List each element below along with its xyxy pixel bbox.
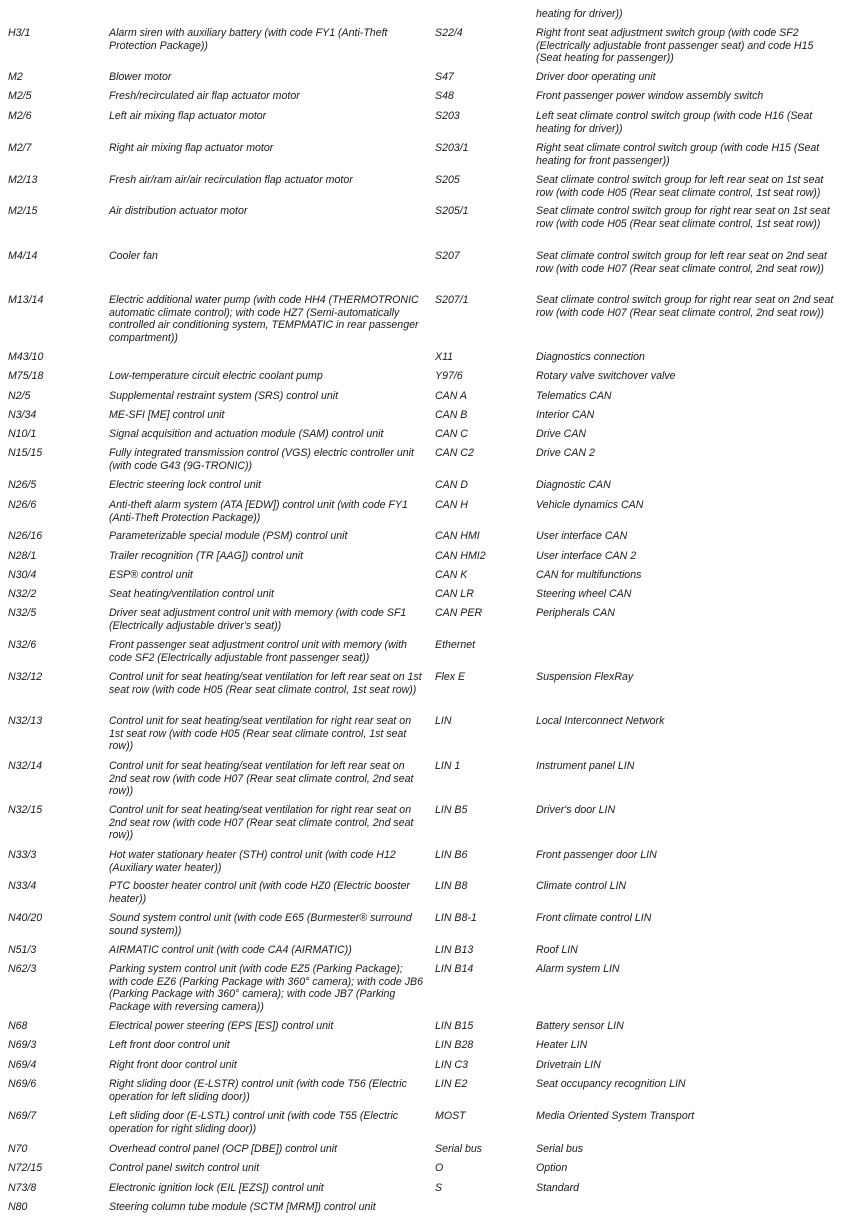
legend-description: Parking system control unit (with code EZ5 (Parking Package); with code EZ6 (Parking Package with 360° camera); with code JB6 (Parking Package with 360° camera); with code JB7 (Parking Package with reversing camera)) [109,963,423,1014]
legend-code: LIN B14 [435,963,474,975]
legend-description: Alarm siren with auxiliary battery (with code FY1 (Anti-Theft Protection Package)) [109,27,388,52]
legend-code: S203/1 [435,142,469,154]
legend-code: LIN B8-1 [435,912,477,924]
legend-description: User interface CAN [536,530,628,542]
legend-description: Supplemental restraint system (SRS) control unit [109,390,339,402]
legend-code: M2/15 [8,205,38,217]
legend-description: AIRMATIC control unit (with code CA4 (AIRMATIC)) [109,944,352,956]
legend-code: LIN B6 [435,849,468,861]
legend-code: N32/6 [8,639,37,651]
legend-description: Fresh/recirculated air flap actuator motor [109,90,300,102]
legend-code: H3/1 [8,27,31,39]
legend-description: Suspension FlexRay [536,671,634,683]
legend-description: Fully integrated transmission control (VGS) electric controller unit (with code G43 (9G-TRONIC)) [109,447,414,472]
legend-description: Climate control LIN [536,880,627,892]
legend-code: N28/1 [8,550,37,562]
legend-code: M2/7 [8,142,32,154]
legend-description: Local Interconnect Network [536,715,665,727]
legend-code: N69/3 [8,1039,37,1051]
legend-code: CAN LR [435,588,474,600]
legend-code: N80 [8,1201,28,1213]
legend-code: N10/1 [8,428,37,440]
legend-code: N15/15 [8,447,43,459]
legend-code: N70 [8,1143,28,1155]
legend-description: Right sliding door (E-LSTR) control unit (with code T56 (Electric operation for left sliding door)) [109,1078,407,1103]
legend-description: Front passenger door LIN [536,849,657,861]
legend-description: Fresh air/ram air/air recirculation flap actuator motor [109,174,353,186]
legend-code: N33/4 [8,880,37,892]
legend-code: LIN B8 [435,880,468,892]
legend-description: Media Oriented System Transport [536,1110,695,1122]
legend-description: Instrument panel LIN [536,760,635,772]
legend-code: CAN K [435,569,468,581]
legend-description: Driver's door LIN [536,804,616,816]
legend-code: N32/5 [8,607,37,619]
legend-code: M2/5 [8,90,32,102]
legend-description: heating for driver)) [536,8,623,20]
legend-description: Cooler fan [109,250,158,262]
legend-description: Steering wheel CAN [536,588,632,600]
legend-description: Heater LIN [536,1039,588,1051]
legend-code: S47 [435,71,454,83]
legend-code: S205/1 [435,205,469,217]
legend-code: N68 [8,1020,28,1032]
legend-code: LIN B5 [435,804,468,816]
legend-description: Electric steering lock control unit [109,479,261,491]
legend-description: Control panel switch control unit [109,1162,260,1174]
legend-code: Serial bus [435,1143,483,1155]
legend-description: Serial bus [536,1143,584,1155]
legend-code: N26/5 [8,479,37,491]
legend-code: CAN A [435,390,467,402]
legend-code: M75/18 [8,370,44,382]
legend-code: N69/6 [8,1078,37,1090]
legend-description: Seat climate control switch group for left rear seat on 2nd seat row (with code H07 (Rear seat climate control, 2nd seat row)) [536,250,827,275]
legend-description: Front climate control LIN [536,912,652,924]
legend-code: N32/13 [8,715,43,727]
legend-description: Diagnostics connection [536,351,645,363]
legend-code: Y97/6 [435,370,463,382]
legend-code: S205 [435,174,460,186]
legend-description: Standard [536,1182,579,1194]
legend-code: N26/6 [8,499,37,511]
legend-code: N33/3 [8,849,37,861]
legend-code: S207/1 [435,294,469,306]
legend-description: Telematics CAN [536,390,612,402]
legend-code: CAN B [435,409,468,421]
legend-code: S [435,1182,443,1194]
legend-code: N40/20 [8,912,43,924]
legend-description: Interior CAN [536,409,595,421]
legend-description: Vehicle dynamics CAN [536,499,644,511]
legend-description: CAN for multifunctions [536,569,642,581]
legend-code: N51/3 [8,944,37,956]
legend-code: S48 [435,90,454,102]
legend-description: Roof LIN [536,944,578,956]
legend-description: Sound system control unit (with code E65 (Burmester® surround sound system)) [109,912,412,937]
legend-code: S207 [435,250,460,262]
legend-description: Seat occupancy recognition LIN [536,1078,686,1090]
legend-code: N32/2 [8,588,37,600]
legend-description: Right seat climate control switch group (with code H15 (Seat heating for front passenger)) [536,142,820,167]
legend-description: Hot water stationary heater (STH) control unit (with code H12 (Auxiliary water heater)) [109,849,396,874]
legend-description: Left front door control unit [109,1039,230,1051]
legend-description: Anti-theft alarm system (ATA [EDW]) control unit (with code FY1 (Anti-Theft Protection Package)) [109,499,408,524]
legend-description: User interface CAN 2 [536,550,637,562]
legend-description: Right air mixing flap actuator motor [109,142,274,154]
legend-description: Control unit for seat heating/seat ventilation for right rear seat on 2nd seat row (with code H07 (Rear seat climate control, 2nd seat row)) [109,804,414,842]
legend-code: Ethernet [435,639,476,651]
legend-description: PTC booster heater control unit (with code HZ0 (Electric booster heater)) [109,880,410,905]
legend-description: Drive CAN [536,428,587,440]
legend-code: LIN B13 [435,944,474,956]
legend-description: Right front door control unit [109,1059,237,1071]
legend-description: Electrical power steering (EPS [ES]) control unit [109,1020,334,1032]
legend-description: Drive CAN 2 [536,447,595,459]
legend-description: Option [536,1162,568,1174]
legend-code: CAN PER [435,607,483,619]
legend-description: Parameterizable special module (PSM) control unit [109,530,348,542]
legend-code: N26/16 [8,530,43,542]
legend-description: Control unit for seat heating/seat ventilation for left rear seat on 2nd seat row (with code H07 (Rear seat climate control, 2nd seat row)) [109,760,414,798]
legend-code: M2 [8,71,23,83]
legend-code: M2/13 [8,174,38,186]
legend-code: LIN C3 [435,1059,468,1071]
legend-description: Control unit for seat heating/seat ventilation for right rear seat on 1st seat row (with code H05 (Rear seat climate control, 1st seat row)) [109,715,412,753]
legend-code: N30/4 [8,569,37,581]
legend-description: Front passenger seat adjustment control unit with memory (with code SF2 (Electrically adjustable front passenger seat)) [109,639,407,664]
legend-description: Alarm system LIN [536,963,620,975]
legend-code: O [435,1162,444,1174]
legend-code: LIN B15 [435,1020,474,1032]
legend-description: Control unit for seat heating/seat ventilation for left rear seat on 1st seat row (with code H05 (Rear seat climate control, 1st seat row)) [109,671,422,696]
legend-description: Driver seat adjustment control unit with memory (with code SF1 (Electrically adjustable driver's seat)) [109,607,407,632]
legend-description: Driver door operating unit [536,71,656,83]
legend-code: CAN H [435,499,468,511]
legend-code: N3/34 [8,409,37,421]
legend-description: Steering column tube module (SCTM [MRM]) control unit [109,1201,376,1213]
legend-code: CAN C [435,428,468,440]
legend-code: S203 [435,110,460,122]
legend-code: N72/15 [8,1162,43,1174]
legend-code: M43/10 [8,351,44,363]
legend-description: Battery sensor LIN [536,1020,624,1032]
legend-code: LIN 1 [435,760,461,772]
legend-code: CAN C2 [435,447,474,459]
legend-description: Seat heating/ventilation control unit [109,588,274,600]
legend-description: Trailer recognition (TR [AAG]) control unit [109,550,304,562]
legend-description: ESP® control unit [109,569,193,581]
legend-code: N69/7 [8,1110,37,1122]
legend-code: MOST [435,1110,466,1122]
legend-code: N69/4 [8,1059,37,1071]
legend-description: Right front seat adjustment switch group (with code SF2 (Electrically adjustable front passenger seat) and code H15 (Seat heating for passenger)) [536,27,814,65]
legend-description: Seat climate control switch group for left rear seat on 1st seat row (with code H05 (Rear seat climate control, 1st seat row)) [536,174,824,199]
legend-code: N32/14 [8,760,43,772]
legend-code: N32/15 [8,804,43,816]
legend-code: N62/3 [8,963,37,975]
legend-code: LIN B28 [435,1039,474,1051]
legend-code: X11 [435,351,454,363]
legend-code: LIN [435,715,452,727]
legend-description: Drivetrain LIN [536,1059,601,1071]
legend-description: Left sliding door (E-LSTL) control unit (with code T55 (Electric operation for right sliding door)) [109,1110,399,1135]
legend-description: Front passenger power window assembly switch [536,90,764,102]
legend-code: N32/12 [8,671,43,683]
legend-description: Diagnostic CAN [536,479,611,491]
legend-description: Blower motor [109,71,172,83]
legend-description: Overhead control panel (OCP [DBE]) control unit [109,1143,338,1155]
legend-code: M13/14 [8,294,44,306]
legend-code: LIN E2 [435,1078,468,1090]
legend-description: Electric additional water pump (with code HH4 (THERMOTRONIC automatic climate control); with code HZ7 (Semi-automatically controlled air conditioning system, TEMPMATIC in rear passenger compartment)) [109,294,419,345]
legend-description: Air distribution actuator motor [109,205,248,217]
legend-description: ME-SFI [ME] control unit [109,409,225,421]
legend-description: Seat climate control switch group for right rear seat on 1st seat row (with code H05 (Rear seat climate control, 1st seat row)) [536,205,830,230]
legend-code: M2/6 [8,110,32,122]
legend-description: Low-temperature circuit electric coolant pump [109,370,323,382]
legend-code: N2/5 [8,390,31,402]
legend-code: N73/8 [8,1182,37,1194]
legend-description: Electronic ignition lock (EIL [EZS]) control unit [109,1182,324,1194]
legend-code: CAN HMI2 [435,550,486,562]
legend-description: Signal acquisition and actuation module (SAM) control unit [109,428,384,440]
legend-description: Left air mixing flap actuator motor [109,110,267,122]
legend-code: S22/4 [435,27,463,39]
legend-code: Flex E [435,671,466,683]
legend-code: M4/14 [8,250,38,262]
legend-code: CAN D [435,479,468,491]
legend-code: CAN HMI [435,530,480,542]
legend-description: Seat climate control switch group for right rear seat on 2nd seat row (with code H07 (Rear seat climate control, 2nd seat row)) [536,294,834,319]
legend-description: Left seat climate control switch group (with code H16 (Seat heating for driver)) [536,110,813,135]
legend-description: Peripherals CAN [536,607,615,619]
legend-description: Rotary valve switchover valve [536,370,676,382]
